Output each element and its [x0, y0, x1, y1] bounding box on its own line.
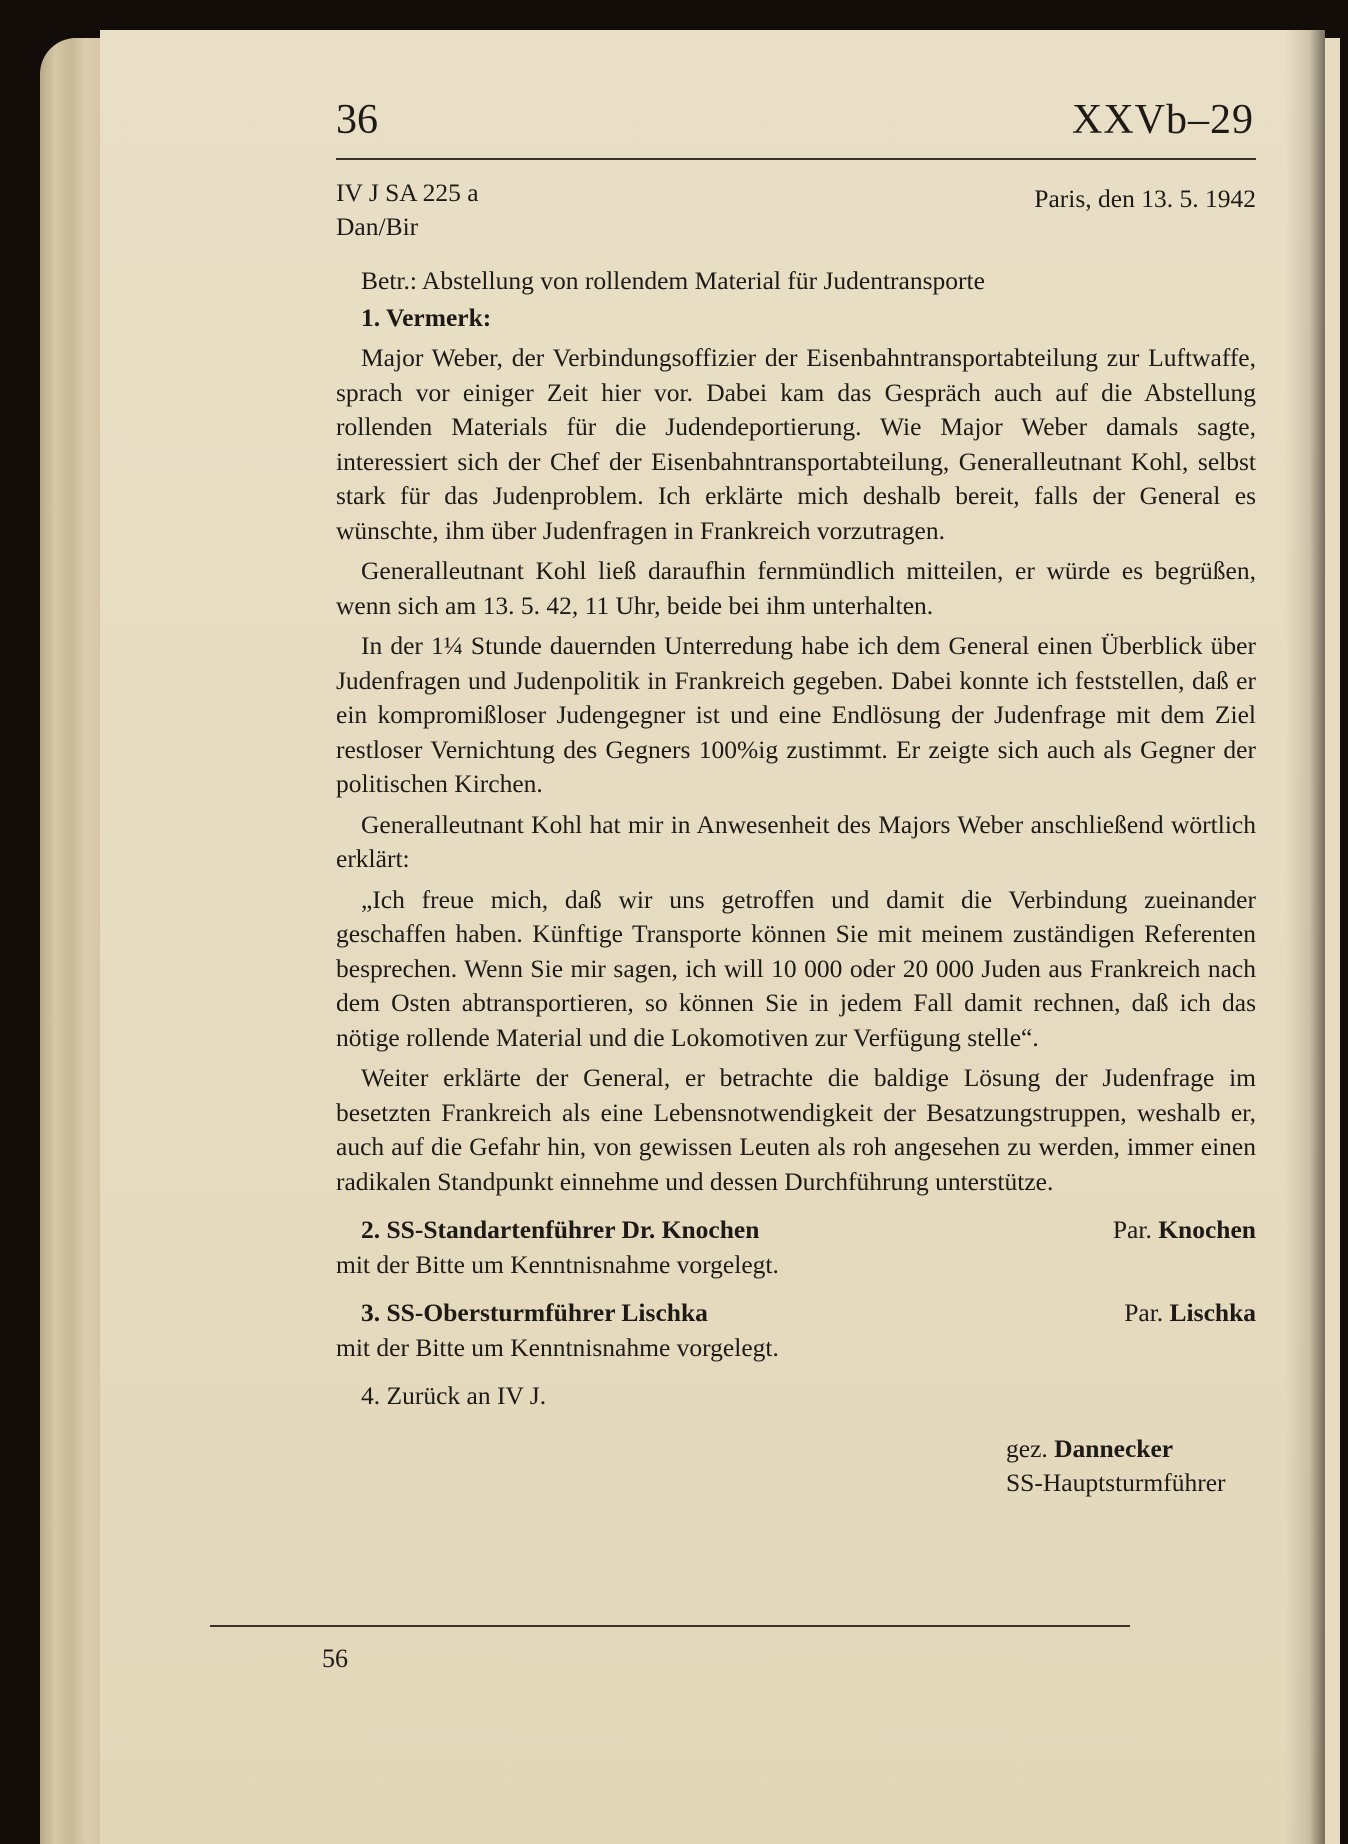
footer-rule — [210, 1625, 1130, 1627]
item-description: mit der Bitte um Kenntnisnahme vorgelegt. — [336, 1249, 779, 1279]
paragraph: Weiter erklärte der General, er betrachte die baldige Lösung der Judenfrage im besetzten Frankreich als eine Lebensnotwendigkeit der Besatzungstruppen, weshalb er, auch auf die Gefahr hin, von gewissen Leuten als roh angesehen zu werden, immer einen radikalen Standpunkt einnehme und dessen Durchführung unterstütze. — [336, 1063, 1256, 1196]
file-number: IV J SA 225 a — [336, 178, 479, 207]
subject-line: Betr.: Abstellung von rollendem Material für Judentransporte — [361, 266, 985, 295]
item-title: 3. SS-Obersturmführer Lischka — [361, 1298, 708, 1327]
paraph-name: Lischka — [1169, 1298, 1256, 1327]
paraph — [1113, 1213, 1256, 1248]
return-note: 4. Zurück an IV J. — [361, 1381, 547, 1410]
header-rule — [336, 158, 1256, 160]
item-title: 2. SS-Standartenführer Dr. Knochen — [361, 1215, 760, 1244]
paragraph: In der 1¼ Stunde dauernden Unterredung habe ich dem General einen Überblick über Judenfragen und Judenpolitik in Frankreich gegeben. Dabei konnte ich feststellen, daß er ein kompromißloser Judengegner ist und eine Endlösung der Judenfrage mit dem Ziel restloser Vernichtung des Gegners 100%ig zustimmt. Er zeigte sich auch als Gegner der politischen Kirchen. — [336, 631, 1256, 798]
reference-row — [336, 176, 1256, 246]
page-header — [226, 78, 1254, 148]
distribution-item — [336, 1213, 1256, 1282]
paragraph: Major Weber, der Verbindungsoffizier der Eisenbahntransportabteilung zur Luftwaffe, sprach vor einiger Zeit hier vor. Dabei kam das Gespräch auch auf die Abstellung rollenden Materials für die Judendeportierung. Wie Major Weber damals sagte, interessiert sich der Chef der Eisenbahntransportabteilung, Generalleutnant Kohl, selbst stark für das Judenproblem. Ich erklärte mich deshalb bereit, falls der General es wünschte, ihm über Judenfragen in Frankreich vorzutragen. — [336, 343, 1256, 545]
paragraph: Generalleutnant Kohl ließ daraufhin fernmündlich mitteilen, er würde es begrüßen, wenn sich am 13. 5. 42, 11 Uhr, beide bei ihm unterhalten. — [336, 556, 1256, 620]
signature-name: Dannecker — [1054, 1433, 1174, 1463]
distribution-item — [336, 1296, 1256, 1365]
paraph-name: Knochen — [1158, 1215, 1256, 1244]
document-code: XXVb–29 — [1072, 97, 1254, 143]
reference-left — [336, 176, 479, 244]
section-heading: 1. Vermerk: — [361, 302, 492, 332]
paraph — [1124, 1296, 1256, 1331]
signature-rank: SS-Hauptsturmführer — [1006, 1468, 1226, 1497]
paraph-prefix: Par. — [1124, 1298, 1164, 1327]
spine-shadow — [1285, 30, 1325, 1844]
signature-block — [1006, 1432, 1256, 1501]
paragraph: Generalleutnant Kohl hat mir in Anwesenheit des Majors Weber anschließend wörtlich erklärt: — [336, 809, 1256, 873]
initials: Dan/Bir — [336, 212, 419, 241]
document-body — [336, 176, 1256, 1501]
paraph-prefix: Par. — [1112, 1215, 1152, 1244]
page-number-top: 36 — [336, 97, 378, 143]
place-date: Paris, den 13. 5. 1942 — [1034, 184, 1256, 213]
page-number-bottom: 56 — [322, 1644, 348, 1673]
item-description: mit der Bitte um Kenntnisnahme vorgelegt. — [336, 1332, 779, 1362]
document-content — [226, 78, 1256, 1497]
signature-prefix: gez. — [1006, 1433, 1048, 1463]
quote-paragraph: „Ich freue mich, daß wir uns getroffen und damit die Verbindung zueinander geschaffen haben. Künftige Transporte können Sie mit meinem zuständigen Referenten besprechen. Wenn Sie mir sagen, ich will 10 000 oder 20 000 Juden aus Frankreich nach dem Osten abtransportieren, so können Sie in jedem Fall damit rechnen, daß ich das nötige rollende Material und die Lokomotiven zur Verfügung stelle“. — [336, 884, 1256, 1052]
